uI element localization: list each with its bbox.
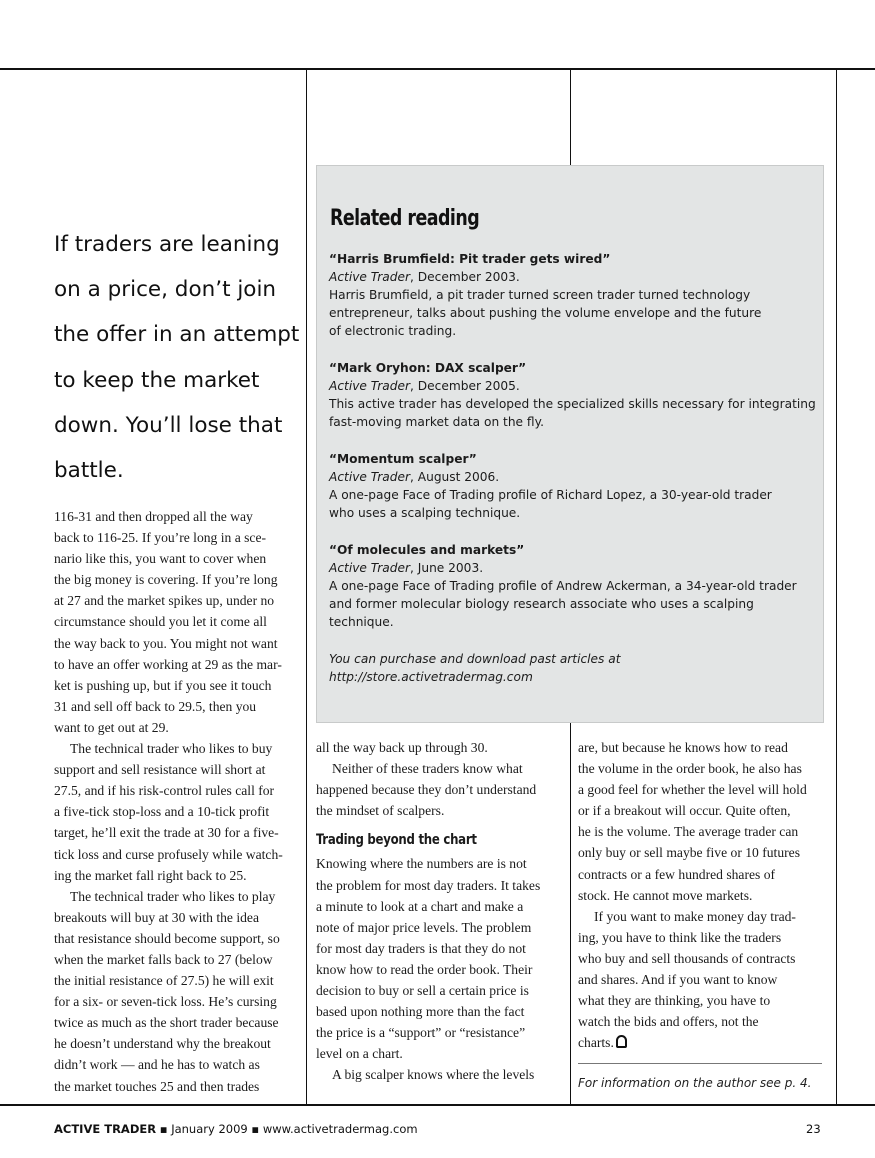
text-line: all the way back up through 30.	[316, 740, 488, 755]
related-item-desc: A one-page Face of Trading profile of Richard Lopez, a 30-year-old trader	[329, 488, 772, 502]
related-item	[329, 541, 809, 631]
footer-brand: ACTIVE TRADER	[54, 1122, 157, 1136]
text-line: for most day traders is that they do not	[316, 940, 526, 956]
related-reading-title: Related reading	[330, 206, 480, 231]
text-line: a five-tick stop-loss and a 10-tick profit	[54, 804, 270, 820]
text-line: contracts or a few hundred shares of	[578, 866, 776, 882]
text-line: didn’t work — and he has to watch as	[54, 1057, 260, 1073]
column-2	[316, 737, 561, 1086]
text-line: only buy or sell maybe five or 10 futures	[578, 845, 800, 861]
related-item-publication: Active Trader	[329, 270, 411, 284]
pull-quote-line: the offer in an attempt	[54, 322, 300, 348]
related-item-publication: Active Trader	[329, 561, 411, 575]
related-item-desc: who uses a scalping technique.	[329, 506, 521, 520]
related-item	[329, 450, 809, 522]
footer-separator: ▪	[251, 1122, 263, 1136]
text-line: ing, you have to think like the traders	[578, 929, 782, 945]
related-item-desc: Harris Brumfield, a pit trader turned screen trader turned technology	[329, 288, 751, 302]
text-line: Knowing where the numbers are is not	[316, 856, 527, 872]
pull-quote-line: battle.	[54, 458, 124, 484]
pull-quote-line: to keep the market	[54, 367, 260, 393]
text-line: the initial resistance of 27.5) he will exit	[54, 973, 274, 989]
text-line: 31 and sell off back to 29.5, then you	[54, 698, 257, 714]
related-item	[329, 250, 809, 340]
related-item-title: “Momentum scalper”	[329, 452, 477, 466]
text-line: who buy and sell thousands of contracts	[578, 950, 796, 966]
text-line: circumstance should you let it come all	[54, 614, 267, 630]
related-item-publication: Active Trader	[329, 379, 411, 393]
text-line: 27.5, and if his risk-control rules call for	[54, 783, 275, 799]
end-mark-icon	[616, 1035, 627, 1048]
column-2-bottom	[316, 853, 561, 1085]
text-line: tick loss and curse profusely while watch-	[54, 846, 283, 862]
text-line: back to 116-25. If you’re long in a sce-	[54, 530, 267, 546]
related-item-date: , August 2006.	[410, 470, 500, 484]
text-line: target, he’ll exit the trade at 30 for a five-	[54, 825, 279, 841]
text-line: If you want to make money day trad-	[594, 908, 796, 924]
related-item-source	[329, 268, 809, 286]
author-note: For information on the author see p. 4.	[578, 1076, 812, 1090]
text-line: the volume in the order book, he also has	[578, 761, 802, 777]
text-line: know how to read the order book. Their	[316, 961, 533, 977]
pull-quote-line: down. You’ll lose that	[54, 412, 283, 438]
text-line: stock. He cannot move markets.	[578, 887, 753, 903]
text-line: for a six- or seven-tick loss. He’s cursing	[54, 994, 277, 1010]
related-item	[329, 359, 816, 431]
text-line: are, but because he knows how to read	[578, 740, 788, 755]
text-line: what they are thinking, you have to	[578, 993, 771, 1009]
related-note-line[interactable]: http://store.activetradermag.com	[329, 670, 533, 684]
text-line: watch the bids and offers, not the	[578, 1014, 759, 1030]
footer	[54, 1122, 418, 1136]
column-3	[578, 737, 823, 1053]
related-reading-body	[329, 250, 816, 686]
related-item-desc: fast-moving market data on the fly.	[329, 415, 544, 429]
text-line: A big scalper knows where the levels	[332, 1067, 535, 1083]
footer-issue: January 2009	[171, 1122, 248, 1136]
text-line: at 27 and the market spikes up, under no	[54, 593, 275, 609]
related-item-desc: This active trader has developed the specialized skills necessary for integrating	[329, 397, 816, 411]
text-line: that resistance should become support, so	[54, 930, 280, 946]
text-line: 116-31 and then dropped all the way	[54, 509, 253, 524]
column-1	[54, 506, 299, 1097]
text-line: he is the volume. The average trader can	[578, 824, 799, 840]
text-line: the big money is covering. If you’re long	[54, 572, 278, 588]
related-item-date: , December 2005.	[410, 379, 520, 393]
text-line: support and sell resistance will short at	[54, 762, 266, 778]
related-item-title: “Of molecules and markets”	[329, 543, 525, 557]
related-item-date: , June 2003.	[410, 561, 484, 575]
related-item-desc: entrepreneur, talks about pushing the volume envelope and the future	[329, 306, 762, 320]
text-line: The technical trader who likes to play	[70, 888, 276, 904]
related-item-title: “Mark Oryhon: DAX scalper”	[329, 361, 527, 375]
text-line: a good feel for whether the level will hold	[578, 782, 807, 798]
column-divider-2	[570, 69, 571, 165]
top-rule	[0, 68, 875, 70]
text-line: and shares. And if you want to know	[578, 972, 778, 988]
text-line: level on a chart.	[316, 1046, 403, 1062]
text-line: ing the market fall right back to 25.	[54, 867, 247, 883]
text-line: note of major price levels. The problem	[316, 919, 532, 935]
related-item-desc: A one-page Face of Trading profile of Andrew Ackerman, a 34-year-old trader	[329, 579, 797, 593]
related-item-publication: Active Trader	[329, 470, 411, 484]
related-item-desc: and former molecular biology research associate who uses a scalping	[329, 597, 754, 611]
related-note	[329, 650, 809, 686]
related-item-date: , December 2003.	[410, 270, 520, 284]
text-line: decision to buy or sell a certain price is	[316, 983, 529, 999]
text-line: the price is a “support” or “resistance”	[316, 1025, 526, 1041]
page-number: 23	[806, 1122, 821, 1136]
subhead: Trading beyond the chart	[316, 832, 477, 849]
footer-url[interactable]: www.activetradermag.com	[262, 1122, 418, 1136]
related-item-source	[329, 559, 809, 577]
column-divider-2b	[570, 723, 571, 1105]
text-line: based upon nothing more than the fact	[316, 1004, 525, 1020]
related-reading-box	[316, 165, 824, 723]
text-line: the problem for most day traders. It takes	[316, 877, 541, 893]
text-line: twice as much as the short trader because	[54, 1015, 279, 1031]
bottom-rule	[0, 1104, 875, 1106]
text-line: when the market falls back to 27 (below	[54, 951, 273, 967]
text-line: ket is pushing up, but if you see it touch	[54, 677, 272, 693]
related-item-desc: technique.	[329, 615, 394, 629]
text-line: or if a breakout will occur. Quite often,	[578, 803, 791, 819]
related-item-desc: of electronic trading.	[329, 324, 457, 338]
text-line: charts.	[578, 1032, 823, 1053]
related-item-source	[329, 377, 809, 395]
pull-quote	[54, 222, 304, 493]
pull-quote-line: on a price, don’t join	[54, 277, 277, 303]
text-line: the market touches 25 and then trades	[54, 1078, 260, 1094]
column-divider-3	[836, 69, 837, 1105]
text-line: want to get out at 29.	[54, 719, 169, 735]
text-line: to have an offer working at 29 as the mar-	[54, 656, 282, 672]
author-rule	[578, 1063, 822, 1064]
text-line: breakouts will buy at 30 with the idea	[54, 909, 259, 925]
text-line: happened because they don’t understand	[316, 782, 537, 798]
related-item-source	[329, 468, 809, 486]
text-line: a minute to look at a chart and make a	[316, 898, 524, 914]
text-line: the way back to you. You might not want	[54, 635, 278, 651]
related-note-line: You can purchase and download past articles at	[329, 652, 621, 666]
text-line: The technical trader who likes to buy	[70, 741, 273, 757]
column-2-top	[316, 737, 561, 821]
text-line: nario like this, you want to cover when	[54, 551, 267, 567]
pull-quote-line: If traders are leaning	[54, 232, 280, 257]
text-line: he doesn’t understand why the breakout	[54, 1036, 271, 1052]
footer-separator: ▪	[159, 1122, 172, 1136]
text-line: the mindset of scalpers.	[316, 803, 445, 819]
related-item-title: “Harris Brumfield: Pit trader gets wired”	[329, 252, 611, 266]
text-line: Neither of these traders know what	[332, 761, 523, 777]
column-divider-1	[306, 69, 307, 1105]
